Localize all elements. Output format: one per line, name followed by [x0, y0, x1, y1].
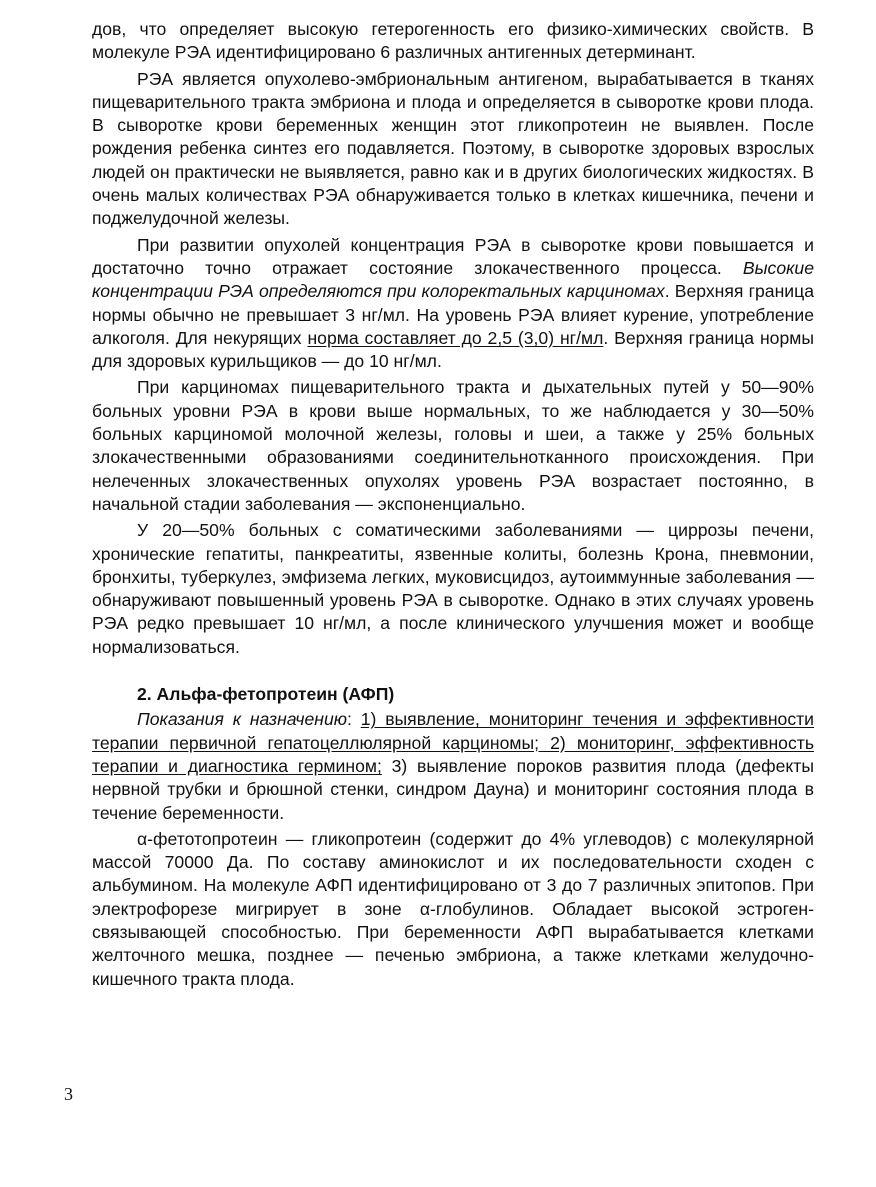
- paragraph-3-text-c: . Верхняя граница нормы для здоровых курильщиков — до 10 нг/мл.: [92, 327, 814, 372]
- paragraph-6-rest: 3) выявление пороков развития плода (дефекты нервной трубки и брюшной стенки, синдром Дауна) и мониторинг состояния плода в течение беременности.: [92, 755, 814, 823]
- paragraph-3-text-a: При развитии опухолей концентрация РЭА в сыворотке крови повышается и достаточно точно отражает состояние злокачественного процесса.: [92, 234, 814, 278]
- paragraph-7: α-фетотопротеин — гликопротеин (содержит до 4% углеводов) с молекулярной массой 70000 Да. По составу аминокислот и их последовательности сходен с альбумином. На молекуле АФП идентифицировано от 3 до 7 различных эпитопов. При электрофорезе мигрирует в зоне α-глобулинов. Обладает высокой эстроген-связывающей способностью. При беременности АФП вырабатывается клетками желточного мешка, позднее — печенью эмбриона, а также клетками желудочно-кишечного тракта плода.: [92, 828, 814, 989]
- paragraph-6: [92, 708, 814, 824]
- paragraph-5: У 20—50% больных с соматическими заболеваниями — циррозы печени, хронические гепатиты, панкреатиты, язвенные колиты, болезнь Крона, пневмонии, бронхиты, туберкулез, эмфизема легких, муковисцидоз, аутоиммунные заболевания — обнаруживают повышенный уровень РЭА в сыворотке. Однако в этих случаях уровень РЭА редко превышает 10 нг/мл, а после клинического улучшения может и вообще нормализоваться.: [92, 520, 814, 657]
- paragraph-3-underline: норма составляет до 2,5 (3,0) нг/мл: [307, 327, 604, 348]
- paragraph-3-italic: Высокие концентрации РЭА определяются при колоректальных карциномах: [92, 257, 814, 302]
- paragraph-3: [92, 234, 814, 374]
- page-number: 3: [64, 1084, 73, 1104]
- paragraph-2: РЭА является опухолево-эмбриональным антигеном, вырабатывается в тканях пищеварительного тракта эмбриона и плода и определяется в сыворотке крови плода. В сыворотке крови беременных женщин этот гликопротеин не выявлен. После рождения ребенка синтез его подавляется. Поэтому, в сыворотке здоровых взрослых людей он практически не выявляется, равно как и в других биологических жидкостях. В очень малых количествах РЭА обнаруживается только в клетках кишечника, печени и поджелудочной железы.: [92, 68, 814, 229]
- section-heading: 2. Альфа-фетопротеин (АФП): [137, 684, 395, 705]
- body-text: [92, 18, 814, 994]
- paragraph-4: При карциномах пищеварительного тракта и дыхательных путей у 50—90% больных уровни РЭА в крови выше нормальных, то же наблюдается у 30—50% больных карциномой молочной железы, головы и шеи, а также у 25% больных злокачественными образованиями соединительнотканного происхождения. При нелеченных злокачественных опухолях уровень РЭА возрастает постоянно, в начальной стадии заболевания — экспоненциально.: [92, 377, 814, 514]
- paragraph-1: дов, что определяет высокую гетерогенность его физико-химических свойств. В молекуле РЭА идентифицировано 6 различных антигенных детерминант.: [92, 19, 814, 63]
- paragraph-6-underline: 1) выявление, мониторинг течения и эффективности терапии первичной гепатоцеллюлярной карциномы; 2) мониторинг, эффективность терапии и диагностика гермином;: [92, 709, 814, 776]
- paragraph-6-italic: Показания к назначению: [137, 709, 347, 730]
- paragraph-6-colon: :: [346, 709, 361, 730]
- paragraph-3-text-b: . Верхняя граница нормы обычно не превышает 3 нг/мл. На уровень РЭА влияет курение, употребление алкоголя. Для некурящих: [92, 281, 814, 348]
